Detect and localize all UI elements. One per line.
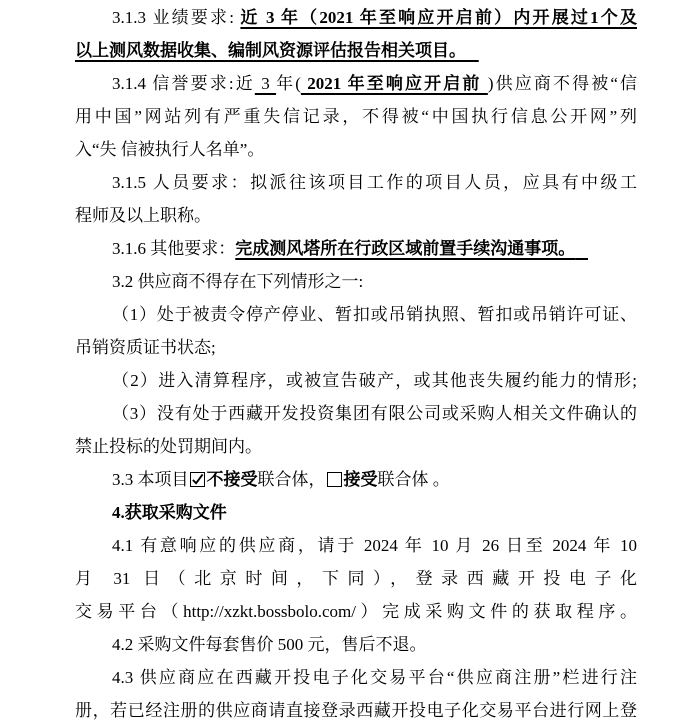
para-3-1-5-line2 — [75, 199, 637, 232]
text-run: 禁止投标的处罚期间内。 — [75, 437, 262, 456]
text-run: （1）处于被责令停产停业、暂扣或吊销执照、暂扣或吊销许可证、 — [112, 305, 637, 324]
text-run: （3）没有处于西藏开发投资集团有限公司或采购人相关文件确认的 — [112, 404, 637, 423]
para-3-1-4-line2 — [75, 100, 637, 133]
item-2-line1 — [75, 364, 637, 397]
text-run: 用中国”网站列有严重失信记录，不得被“中国执行信息公开网”列 — [75, 107, 637, 126]
text-run: 接受 — [343, 470, 378, 489]
text-run: 联合体， — [257, 470, 326, 489]
text-run: 4.获取采购文件 — [112, 503, 227, 522]
para-4-2-line1 — [75, 628, 637, 661]
text-run: 入“失 信被执行人名单”。 — [75, 140, 265, 159]
para-3-1-4-line1 — [75, 67, 637, 100]
para-4-1-line2 — [75, 562, 637, 595]
text-run: 3.3 本项目 — [112, 470, 189, 489]
text-run: 月 31 日（北京时间，下同），登录西藏开投电子化 — [75, 569, 637, 588]
item-1-line1 — [75, 298, 637, 331]
text-run: 册，若已经注册的供应商请直接登录西藏开投电子化交易平台进行网上登 — [75, 701, 637, 720]
para-4-1-line1 — [75, 529, 637, 562]
text-run: 3.1.6 其他要求： — [112, 239, 236, 258]
text-run: 程师及以上职称。 — [75, 206, 211, 225]
text-run: 年( — [276, 74, 301, 93]
para-4-3-line1 — [75, 661, 637, 694]
item-3-line1 — [75, 397, 637, 430]
para-4-1-line3 — [75, 595, 637, 628]
para-3-1-5-line1 — [75, 166, 637, 199]
text-run: 联合体 。 — [377, 470, 450, 489]
text-run: 交易平台（http://xzkt.bossbolo.com/）完成采购文件的获取程序。 — [75, 602, 637, 621]
para-3-1-3-line1 — [75, 1, 637, 34]
text-run: )供应商不得被“信 — [487, 74, 637, 93]
para-3-3-line1 — [75, 463, 637, 496]
para-3-1-4-line3 — [75, 133, 637, 166]
text-run: 3 — [254, 74, 277, 93]
text-run: （2）进入清算程序，或被宣告破产，或其他丧失履约能力的情形; — [112, 371, 637, 390]
text-run: 近 3 年（2021 年至响应开启前）内开展过1个及 — [240, 8, 637, 27]
text-run: 完成测风塔所在行政区域前置手续沟通事项。 — [235, 239, 576, 258]
text-run — [575, 239, 588, 258]
text-run: 4.1 有意响应的供应商，请于 2024 年 10 月 26 日至 2024 年 10 — [112, 536, 637, 555]
text-run: 吊销资质证书状态; — [75, 338, 216, 357]
text-run: 3.2 供应商不得存在下列情形之一: — [112, 272, 364, 291]
para-3-1-6-line1 — [75, 232, 637, 265]
item-1-line2 — [75, 331, 637, 364]
text-run: 3.1.4 信誉要求:近 — [112, 74, 255, 93]
text-run: 4.2 采购文件每套售价 500 元，售后不退。 — [112, 635, 427, 654]
accept-consortium-checkbox-icon — [327, 472, 342, 487]
para-3-2-line1 — [75, 265, 637, 298]
para-4-3-line2 — [75, 694, 637, 727]
text-run: 3.1.3 业绩要求: — [112, 8, 241, 27]
para-3-1-3-line2 — [75, 34, 637, 67]
text-run — [466, 41, 479, 60]
no-consortium-checkbox-icon — [190, 472, 205, 487]
text-run: 以上测风数据收集、编制风资源评估报告相关项目。 — [75, 41, 466, 60]
text-run: 2021 年至响应开启前 — [300, 74, 488, 93]
item-3-line2 — [75, 430, 637, 463]
text-run: 3.1.5 人员要求：拟派往该项目工作的项目人员，应具有中级工 — [112, 173, 637, 192]
heading-4 — [75, 496, 637, 529]
text-run: 4.3 供应商应在西藏开投电子化交易平台“供应商注册”栏进行注 — [112, 668, 637, 687]
text-run: 不接受 — [206, 470, 258, 489]
